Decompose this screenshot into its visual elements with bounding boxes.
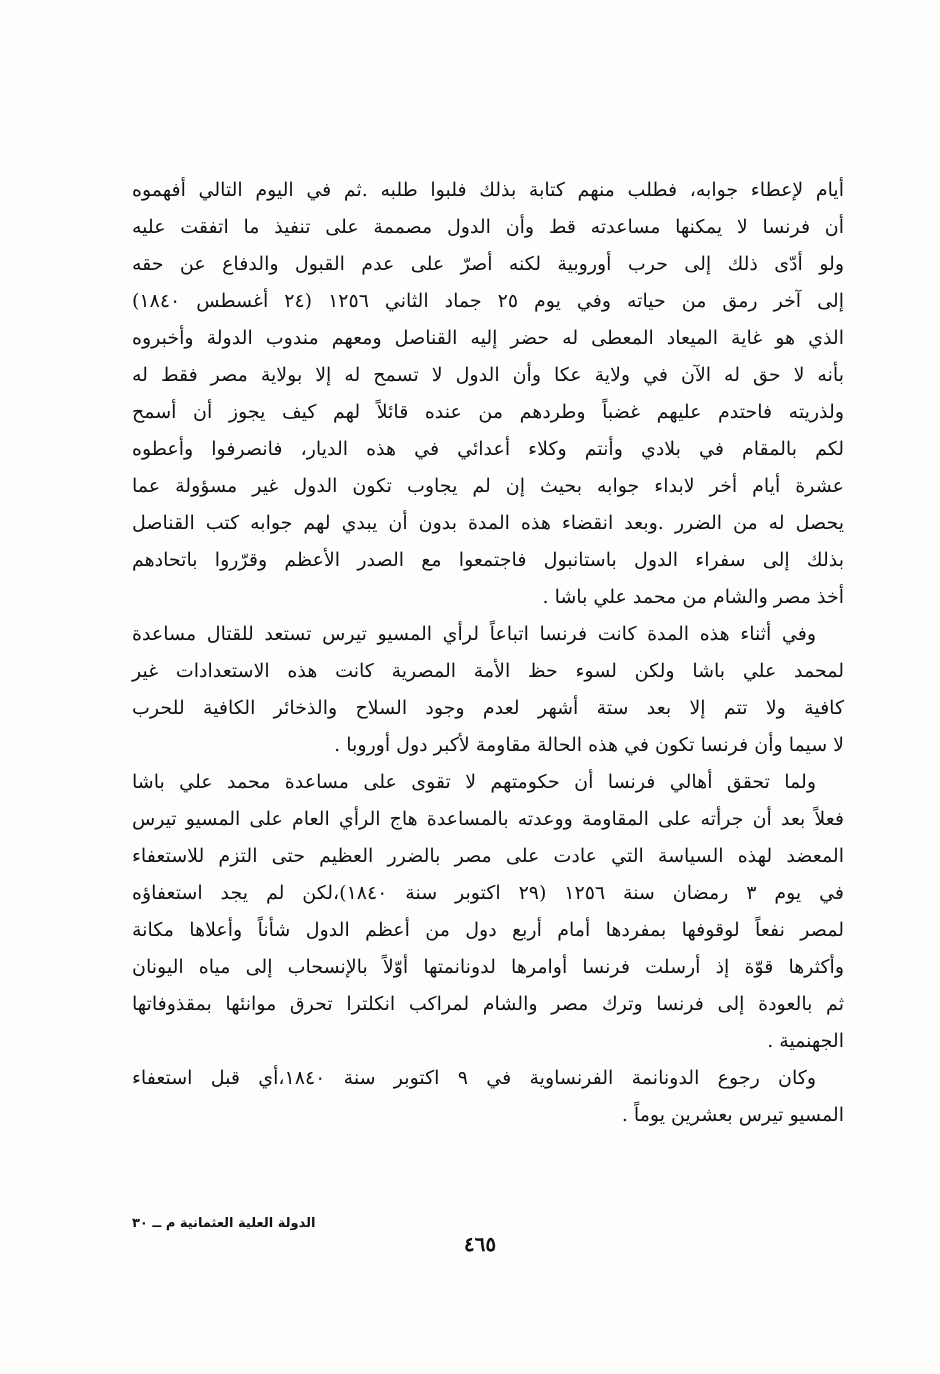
text-line: لمحمد علي باشا ولكن لسوء حظ الأمة المصرية كانت هذه الاستعدادات غير xyxy=(132,660,844,682)
body-text xyxy=(132,172,844,1134)
text-line: المعضد لهذه السياسة التي عادت على مصر بالضرر العظيم حتى التزم للاستعفاء xyxy=(132,845,844,867)
paragraph-start-line: ولما تحقق أهالي فرنسا أن حكومتهم لا تقوى على مساعدة محمد علي باشا xyxy=(132,771,816,793)
text-line: يحصل له من الضرر .وبعد انقضاء هذه المدة بدون أن يبدي لهم جوابه كتب القناصل xyxy=(132,512,844,534)
text-line: أيام لإعطاء جوابه، فطلب منهم كتابة بذلك فلبوا طلبه .ثم في اليوم التالي أفهموه xyxy=(132,179,844,201)
paragraph-end-line: الجهنمية . xyxy=(767,1030,844,1052)
text-line: عشرة أيام أخر لابداء جوابه بحيث إن لم يجاوب تكون الدول غير مسؤولة عما xyxy=(132,475,844,497)
page-number: ٤٦٥ xyxy=(463,1232,497,1256)
paragraph-end-line: لا سيما وأن فرنسا تكون في هذه الحالة مقاومة لأكبر دول أوروبا . xyxy=(334,734,844,756)
text-line: إلى آخر رمق من حياته وفي يوم ٢٥ جماد الثاني ١٢٥٦ (٢٤ أغسطس ١٨٤٠) xyxy=(132,290,844,312)
paragraph-end-line: أخذ مصر والشام من محمد علي باشا . xyxy=(542,586,844,608)
text-line: فعلاً بعد أن جرأته على المقاومة ووعدته بالمساعدة هاج الرأي العام على المسيو تيرس xyxy=(132,808,844,830)
paragraph-end-line: المسيو تيرس بعشرين يوماً . xyxy=(621,1104,844,1126)
paragraph-start-line: وكان رجوع الدونانمة الفرنساوية في ٩ اكتوبر سنة ١٨٤٠،أي قبل استعفاء xyxy=(132,1067,817,1089)
text-line: وأكثرها قوّة إذ أرسلت فرنسا أوامرها لدونانمتها أوّلاً بالإنسحاب إلى مياه اليونان xyxy=(132,956,844,978)
text-line: لكم بالمقام في بلادي وأنتم وكلاء أعدائي في هذه الديار، فانصرفوا وأعطوه xyxy=(132,438,844,460)
text-line: ثم بالعودة إلى فرنسا وترك مصر والشام لمراكب انكلترا تحرق موانئها بمقذوفاتها xyxy=(132,993,844,1015)
text-line: ولذريته فاحتدم عليهم غضباً وطردهم من عنده قائلاً لهم كيف يجوز أن أسمح xyxy=(132,401,844,423)
text-line: بأنه لا حق له الآن في ولاية عكا وأن الدول لا تسمح له إلا بولاية مصر فقط له xyxy=(132,364,844,386)
text-line: ولو أدّى ذلك إلى حرب أوروبية لكنه أصرّ على عدم القبول والدفاع عن حقه xyxy=(132,253,844,275)
text-line: في يوم ٣ رمضان سنة ١٢٥٦ (٢٩ اكتوبر سنة ١٨٤٠)،لكن لم يجد استعفاؤه xyxy=(132,882,845,904)
text-line: لمصر نفعاً لوقوفها بمفردها أمام أربع دول من أعظم الدول شأناً وأعلاها مكانة xyxy=(132,919,844,941)
text-line: كافية ولا تتم إلا بعد ستة أشهر لعدم وجود السلاح والذخائر الكافية للحرب xyxy=(132,697,844,719)
signature-mark: الدولة العلية العثمانية م ــ ٣٠ xyxy=(132,1216,316,1231)
paragraph-start-line: وفي أثناء هذه المدة كانت فرنسا اتباعاً لرأي المسيو تيرس تستعد للقتال مساعدة xyxy=(132,623,816,645)
text-line: أن فرنسا لا يمكنها مساعدته قط وأن الدول مصممة على تنفيذ ما اتفقت عليه xyxy=(132,216,844,238)
text-line: الذي هو غاية الميعاد المعطى له حضر إليه القناصل ومعهم مندوب الدولة وأخبروه xyxy=(132,327,844,349)
text-line: بذلك إلى سفراء الدول باستانبول فاجتمعوا مع الصدر الأعظم وقرّروا باتحادهم xyxy=(132,549,844,571)
